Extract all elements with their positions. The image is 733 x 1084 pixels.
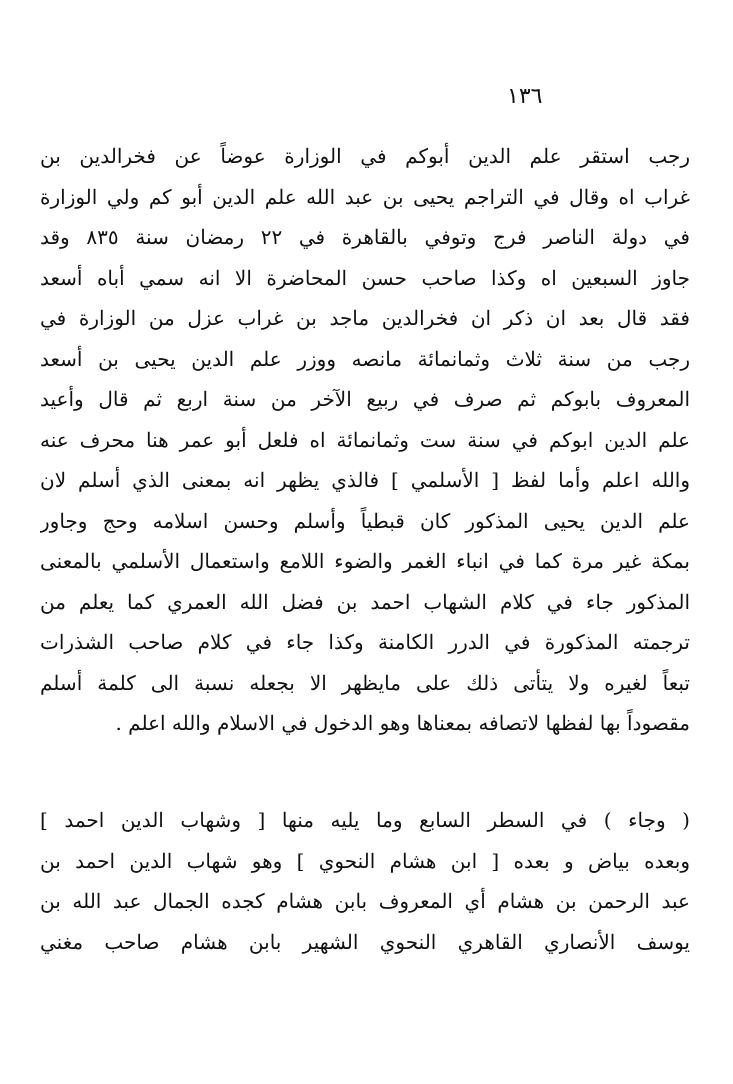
text-line: علم الدين يحيى المذكور كان قبطياً وأسلم وحسن اسلامه وحج وجاور [40, 508, 690, 533]
text-line: والله اعلم وأما لفظ [ الأسلمي ] فالذي يظهر انه بمعنى الذي أسلم لان [40, 468, 690, 492]
page-number: ١٣٦ [507, 84, 543, 109]
paragraph-2 [40, 800, 690, 962]
text-line: رجب استقر علم الدين أبوكم في الوزارة عوضاً عن فخرالدين بن [40, 144, 690, 168]
paragraph-1 [40, 136, 690, 744]
text-line: يوسف الأنصاري القاهري النحوي الشهير بابن هشام صاحب مغني [40, 929, 690, 954]
text-line: غراب اه وقال في التراجم يحيى بن عبد الله علم الدين أبو كم ولي الوزارة [40, 184, 690, 209]
text-line: فقد قال بعد ان ذكر ان فخرالدين ماجد بن غراب عزل من الوزارة في [40, 306, 690, 330]
text-line: عبد الرحمن بن هشام أي المعروف بابن هشام كجده الجمال عبد الله بن [40, 889, 690, 913]
text-line: تبعاً لغيره ولا يتأتى ذلك على مايظهر الا بجعله نسبة الى كلمة أسلم [40, 670, 690, 695]
text-line: وبعده بياض و بعده [ ابن هشام النحوي ] وهو شهاب الدين احمد بن [40, 848, 690, 873]
text-line: مقصوداً بها لفظها لاتصافه بمعناها وهو الدخول في الاسلام والله اعلم . [115, 711, 690, 735]
text-line: المذكور جاء في كلام الشهاب احمد بن فضل الله العمري كما يعلم من [40, 589, 690, 614]
text-line: المعروف بابوكم ثم صرف في ربيع الآخر من سنة اربع ثم قال وأعيد [40, 387, 690, 411]
text-line: بمكة غير مرة كما في انباء الغمر والضوء اللامع واستعمال الأسلمي بالمعنى [40, 549, 690, 573]
text-line: ( وجاء ) في السطر السابع وما يليه منها [ وشهاب الدين احمد ] [40, 808, 690, 832]
text-line: علم الدين ابوكم في سنة ست وثمانمائة اه فلعل أبو عمر هنا محرف عنه [40, 427, 690, 452]
text-line: جاوز السبعين اه وكذا صاحب حسن المحاضرة الا انه سمي أباه أسعد [40, 265, 690, 290]
text-line: في دولة الناصر فرج وتوفي بالقاهرة في ٢٢ رمضان سنة ٨٣٥ وقد [40, 225, 690, 249]
text-line: رجب من سنة ثلاث وثمانمائة مانصه ووزر علم الدين يحيى بن أسعد [40, 346, 690, 371]
text-line: ترجمته المذكورة في الدرر الكامنة وكذا جاء في كلام صاحب الشذرات [40, 630, 690, 654]
